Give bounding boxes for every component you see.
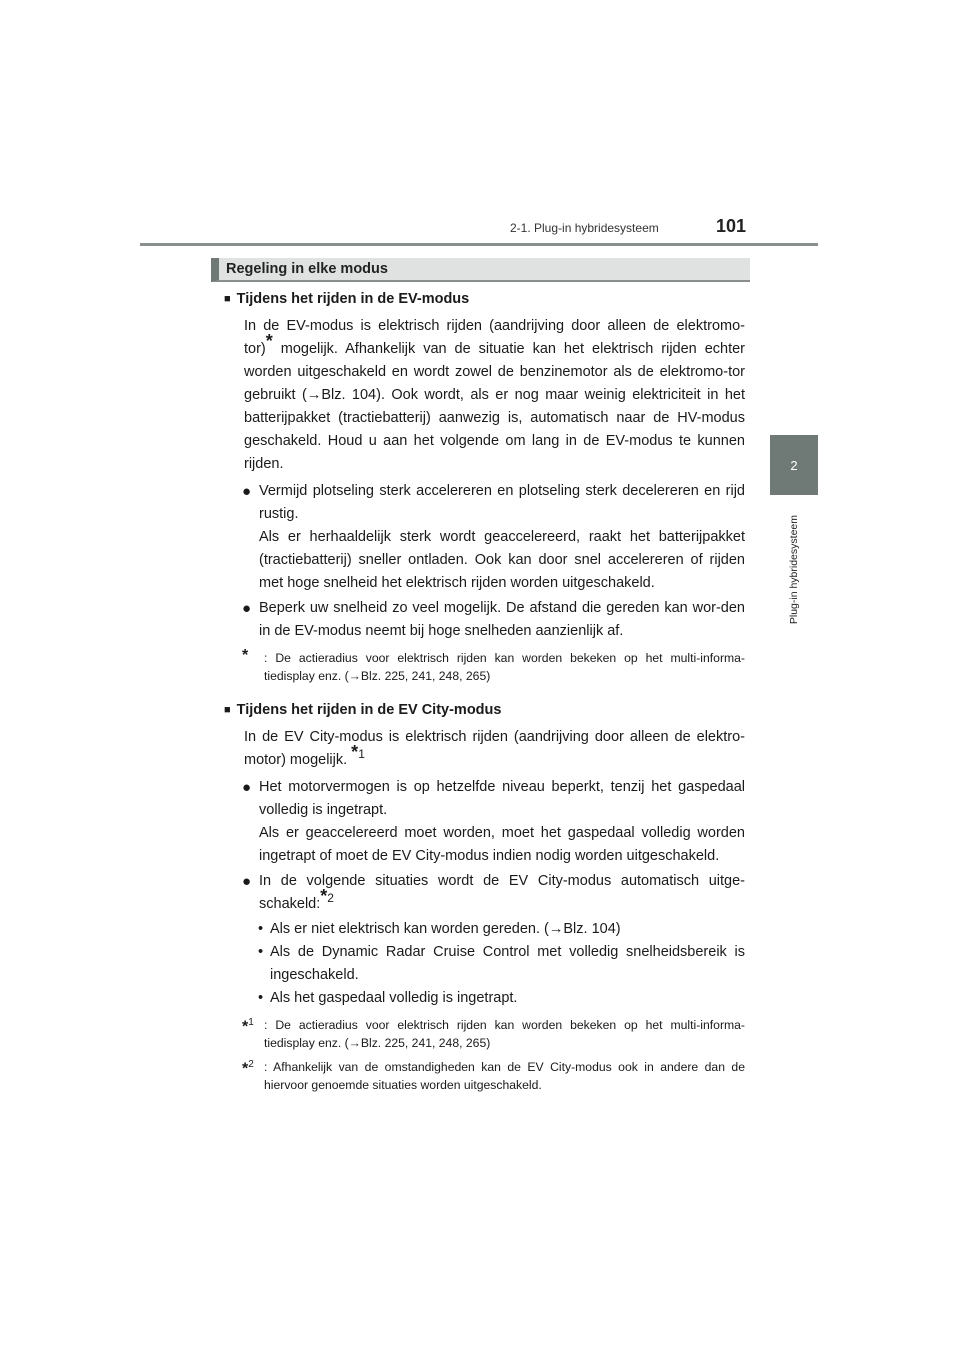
city-paragraph: In de EV City-modus is elektrisch rijden (aandrijving door alleen de elektro-motor) mogelijk. $^{*1}$ — [244, 729, 745, 768]
city-sub-bullet-2: • Als de Dynamic Radar Cruise Control met volledig snelheidsbereik is ingeschakeld. — [258, 944, 745, 983]
chapter-tab — [770, 435, 818, 495]
city-sub-bullet-1: • Als er niet elektrisch kan worden gereden. (→Blz. 104) — [258, 921, 621, 937]
page-content — [224, 288, 745, 1098]
running-header-section: 2-1. Plug-in hybridesysteem — [510, 221, 659, 235]
chapter-number: 2 — [790, 457, 798, 473]
ev-footnote: * : De actieradius voor elektrisch rijden kan worden bekeken op het multi-informa-tiedisplay enz. (→Blz. 225, 241, 248, 265) — [242, 647, 745, 683]
city-heading: ■ Tijdens het rijden in de EV City-modus — [224, 702, 502, 718]
header-rule — [140, 243, 818, 246]
city-footnote-1: *$^1$ : De actieradius voor elektrisch rijden kan worden bekeken op het multi-informa-tiedisplay enz. (→Blz. 225, 241, 248, 265) — [242, 1017, 745, 1050]
page-number: 101 — [716, 216, 747, 236]
ev-heading: ■ Tijdens het rijden in de EV-modus — [224, 291, 470, 307]
ev-bullet-2: ● Beperk uw snelheid zo veel mogelijk. De afstand die gereden kan wor-den in de EV-modus neemt bij hoge snelheden aanzienlijk af. — [242, 600, 745, 639]
city-bullet-2: ● In de volgende situaties wordt de EV City-modus automatisch uitge-schakeld:$^{*2}$ — [242, 873, 745, 912]
ev-paragraph: In de EV-modus is elektrisch rijden (aandrijving door alleen de elektromo- tor)* mogelijk. Afhankelijk van de situatie kan het elektrisch rijden echter worden uitgeschakeld en wordt zowel de benzinemotor als de elektromo-tor gebruikt (→Blz. 104). Ook wordt, als er nog maar weinig elektriciteit in het batterijpakket (tractiebatterij) aanwezig is, automatisch naar de HV-modus geschakeld. Houd u aan het volgende om lang in de EV-modus te kunnen rijden. — [244, 318, 745, 472]
chapter-side-label: Plug-in hybridesysteem — [788, 515, 800, 625]
ev-bullet-1: ● Vermijd plotseling sterk accelereren en plotseling sterk decelereren en rijd rustig. Als er herhaaldelijk sterk wordt geaccelereerd, raakt het batterijpakket (tractiebatterij) sneller ontladen. Ook kan door snel accelereren of rijden met hoge snelheid het elektrisch rijden worden uitgeschakeld. — [242, 483, 745, 591]
section-title: Regeling in elke modus — [226, 261, 388, 277]
city-sub-bullet-3: • Als het gaspedaal volledig is ingetrapt. — [258, 990, 518, 1006]
section-title-bar — [211, 258, 750, 282]
city-bullet-1: ● Het motorvermogen is op hetzelfde niveau beperkt, tenzij het gaspedaal volledig is ingetrapt. Als er geaccelereerd moet worden, moet het gaspedaal volledig worden ingetrapt of moet de EV City-modus indien nodig worden uitgeschakeld. — [242, 779, 745, 864]
city-footnote-2: *$^2$ : Afhankelijk van de omstandigheden kan de EV City-modus ook in andere dan de hiervoor genoemde situaties worden uitgeschakeld. — [242, 1059, 745, 1092]
